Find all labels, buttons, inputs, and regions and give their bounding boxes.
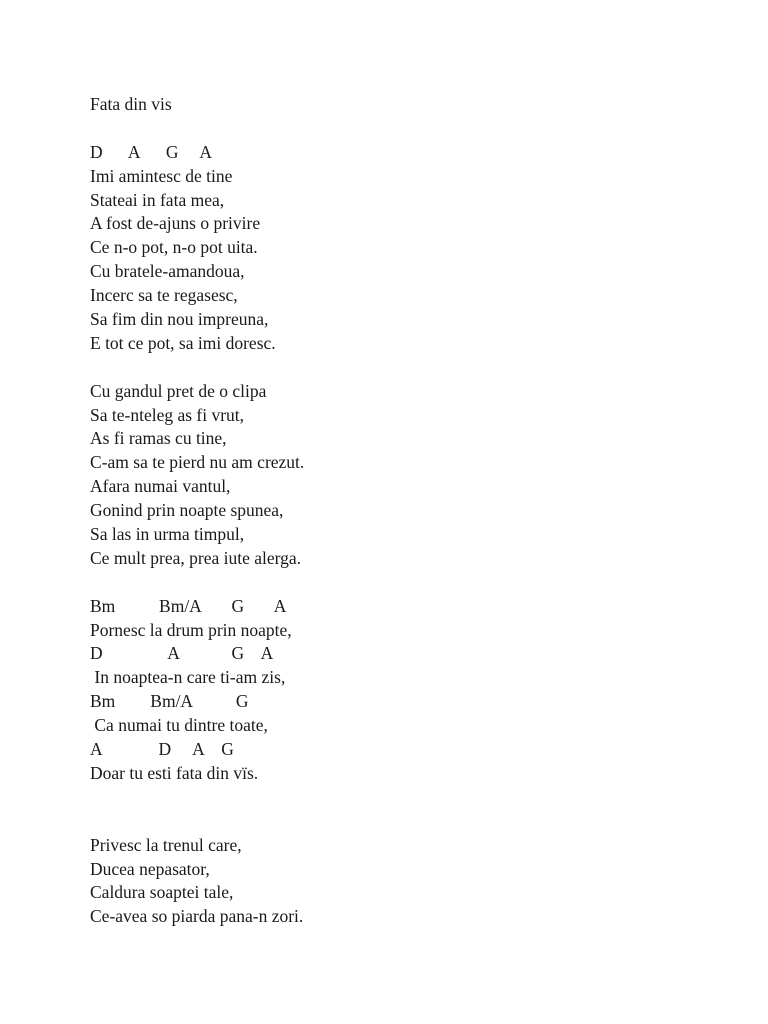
lyric-line: Doar tu esti fata din vïs. [90, 762, 259, 783]
chord-line: Bm Bm/A G A [90, 595, 287, 616]
lyric-line: Imi amintesc de tine [90, 165, 233, 186]
chord-line: D A G A [90, 643, 274, 664]
lyric-line: Sa fim din nou impreuna, [90, 309, 269, 330]
verse-3 [90, 834, 730, 930]
chorus [90, 595, 730, 786]
lyric-line: Caldura soaptei tale, [90, 882, 234, 903]
lyric-line: Sa las in urma timpul, [90, 524, 245, 545]
lyric-line: Afara numai vantul, [90, 476, 231, 497]
lyric-line: Sa te-nteleg as fi vrut, [90, 404, 245, 425]
lyric-line: Ca numai tu dintre toate, [90, 715, 268, 736]
lyric-line: Ce mult prea, prea iute alerga. [90, 547, 302, 568]
chord-line: A D A G [90, 739, 234, 760]
verse-2 [90, 380, 730, 571]
spacer [90, 571, 730, 595]
chord-line: D A G A [90, 141, 213, 162]
lyric-line: Pornesc la drum prin noapte, [90, 619, 292, 640]
lyric-line: As fi ramas cu tine, [90, 428, 227, 449]
song-title: Fata din vis [90, 94, 172, 114]
spacer [90, 117, 730, 141]
chord-line: Bm Bm/A G [90, 691, 249, 712]
lyric-line: Stateai in fata mea, [90, 189, 225, 210]
lyric-line: Gonind prin noapte spunea, [90, 500, 284, 521]
lyric-line: Cu gandul pret de o clipa [90, 380, 267, 401]
lyric-line: C-am sa te pierd nu am crezut. [90, 452, 305, 473]
lyric-line: In noaptea-n care ti-am zis, [90, 667, 286, 688]
lyric-line: E tot ce pot, sa imi doresc. [90, 332, 276, 353]
lyric-line: Ce-avea so piarda pana-n zori. [90, 906, 304, 927]
lyric-line: Ducea nepasator, [90, 858, 210, 879]
lyric-line: Privesc la trenul care, [90, 834, 242, 855]
lyric-line: Ce n-o pot, n-o pot uita. [90, 237, 258, 258]
song-page [90, 93, 730, 929]
lyric-line: A fost de-ajuns o privire [90, 213, 261, 234]
spacer [90, 786, 730, 834]
lyric-line: Incerc sa te regasesc, [90, 285, 238, 306]
lyric-line: Cu bratele-amandoua, [90, 261, 245, 282]
verse-1 [90, 141, 730, 356]
spacer [90, 356, 730, 380]
